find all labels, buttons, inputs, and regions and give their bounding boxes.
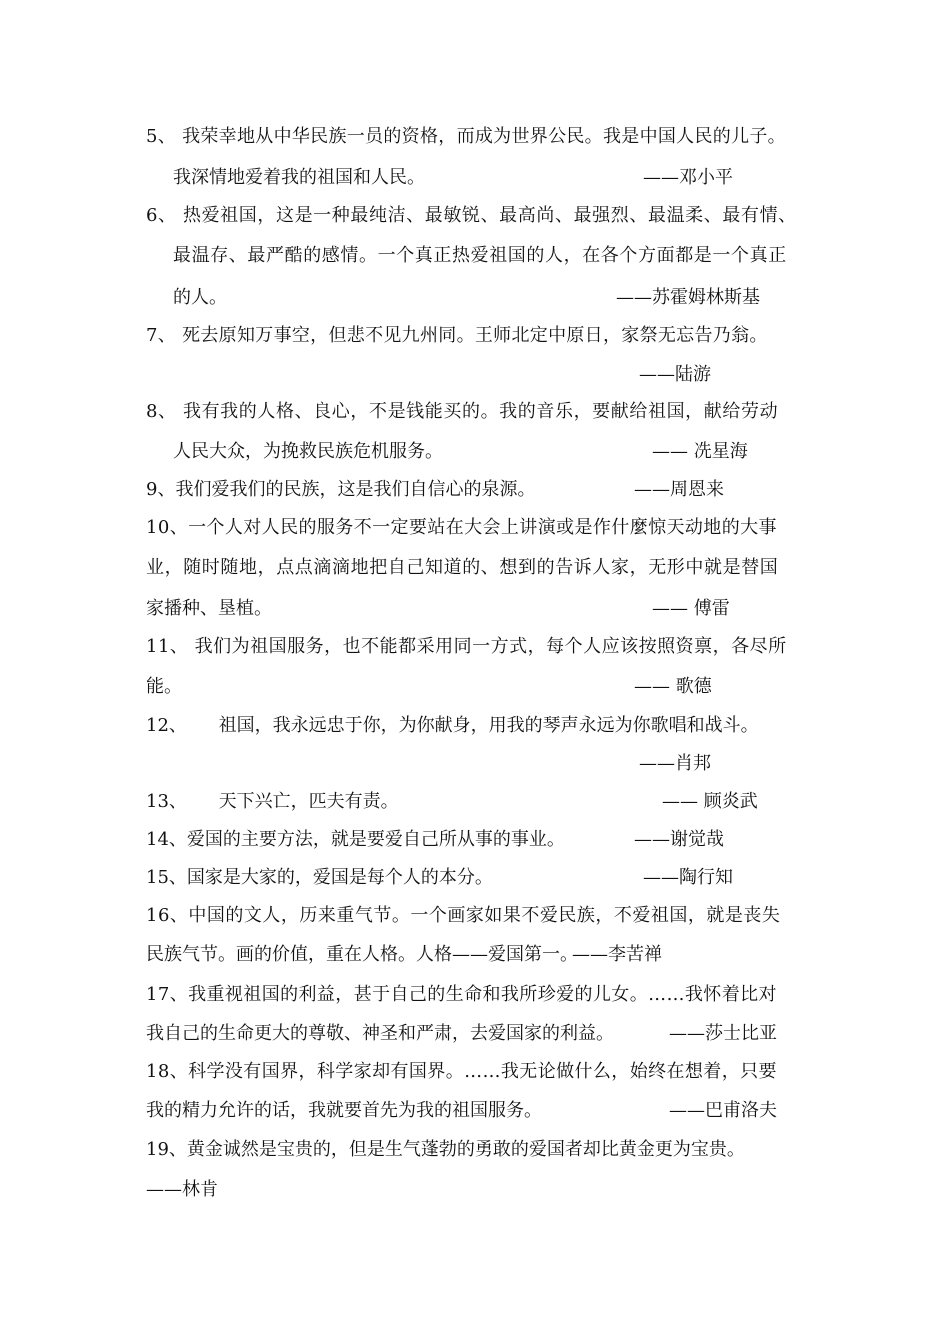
quote-17-author: ——莎士比亚 [669,1023,777,1044]
quote-9-author: ——周恩来 [634,479,724,500]
quote-17-line-1: 17、我重视祖国的利益，甚于自己的生命和我所珍爱的儿女。……我怀着比对 [146,984,777,1005]
quote-16-line-2: 民族气节。画的价值，重在人格。人格——爱国第一。 [146,944,578,965]
quote-11-author: —— 歌德 [634,676,712,697]
quote-12-line-1: 12、 祖国，我永远忠于你，为你献身，用我的琴声永远为你歌唱和战斗。 [146,715,759,736]
quote-7-line-1: 7、 死去原知万事空，但悲不见九州同。王师北定中原日，家祭无忘告乃翁。 [146,325,768,346]
quote-13-line-1: 13、 天下兴亡，匹夫有责。 [146,791,399,812]
quote-19-author: ——林肯 [146,1179,218,1200]
quote-11-line-2: 能。 [146,676,182,697]
quote-13-author: —— 顾炎武 [662,791,758,812]
quote-15-line-1: 15、国家是大家的，爱国是每个人的本分。 [146,867,493,888]
quote-11-line-1: 11、 我们为祖国服务，也不能都采用同一方式，每个人应该按照资禀，各尽所 [146,636,787,657]
quote-6-author: ——苏霍姆林斯基 [616,287,760,308]
quote-10-line-1: 10、一个人对人民的服务不一定要站在大会上讲演或是作什麼惊天动地的大事 [146,517,777,538]
quote-15-author: ——陶行知 [643,867,733,888]
quote-10-line-3: 家播种、垦植。 [146,598,272,619]
quote-8-line-1: 8、 我有我的人格、良心，不是钱能买的。我的音乐，要献给祖国，献给劳动 [146,401,779,422]
quote-14-author: ——谢觉哉 [634,829,724,850]
quote-7-author: ——陆游 [639,364,711,385]
quote-12-author: ——肖邦 [639,753,711,774]
quote-8-line-2: 人民大众，为挽救民族危机服务。 [173,441,443,462]
quote-19-line-1: 19、黄金诚然是宝贵的，但是生气蓬勃的勇敢的爱国者却比黄金更为宝贵。 [146,1139,745,1160]
quote-5-author: ——邓小平 [643,167,733,188]
quote-6-line-2: 最温存、最严酷的感情。一个真正热爱祖国的人，在各个方面都是一个真正 [173,245,787,266]
quote-16-line-1: 16、中国的文人，历来重气节。一个画家如果不爱民族，不爱祖国，就是丧失 [146,905,781,926]
quote-18-line-1: 18、科学没有国界，科学家却有国界。……我无论做什么，始终在想着，只要 [146,1061,777,1082]
quote-10-line-2: 业，随时随地，点点滴滴地把自己知道的、想到的告诉人家，无形中就是替国 [146,557,779,578]
quote-18-line-2: 我的精力允许的话，我就要首先为我的祖国服务。 [146,1100,542,1121]
quote-9-line-1: 9、我们爱我们的民族，这是我们自信心的泉源。 [146,479,536,500]
quote-10-author: —— 傅雷 [652,598,730,619]
quote-16-author: ——李苦禅 [572,944,662,965]
quote-5-line-2: 我深情地爱着我的祖国和人民。 [173,167,425,188]
quote-6-line-1: 6、 热爱祖国，这是一种最纯洁、最敏锐、最高尚、最强烈、最温柔、最有情、 [146,205,797,226]
quote-17-line-2: 我自己的生命更大的尊敬、神圣和严肃，去爱国家的利益。 [146,1023,614,1044]
quote-14-line-1: 14、爱国的主要方法，就是要爱自己所从事的事业。 [146,829,565,850]
quote-5-line-1: 5、 我荣幸地从中华民族一员的资格，而成为世界公民。我是中国人民的儿子。 [146,126,786,147]
quote-6-line-3: 的人。 [173,287,227,308]
quote-18-author: ——巴甫洛夫 [669,1100,777,1121]
quote-8-author: —— 冼星海 [652,441,748,462]
